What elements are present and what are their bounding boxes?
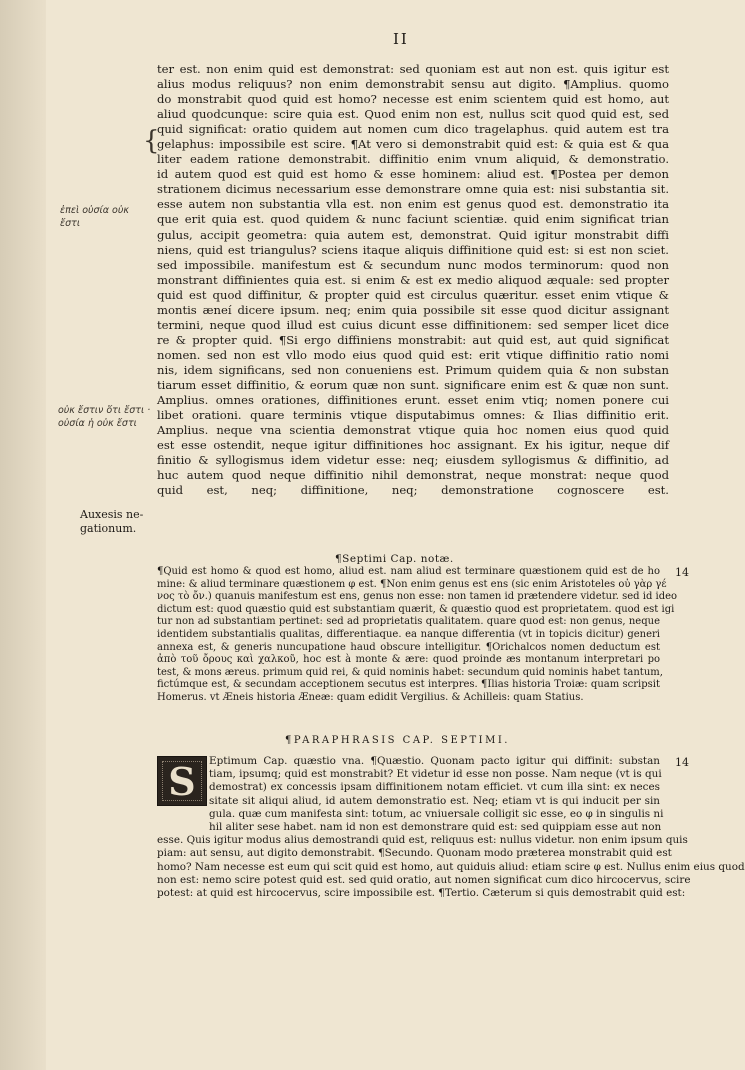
margin-bracket-mark: { [143, 126, 160, 156]
main-text-block [157, 62, 669, 498]
text-line: identidem substantialis qualitas, differentiaque. ea nanque differentia (vt in topicis dicitur) generi [157, 628, 660, 640]
text-line: niens, quid est triangulus? sciens itaque aliquis diffinitione quid est: si est non sciet. [157, 242, 669, 257]
text-line: huc autem quod neque diffinitio nihil demonstrat, neque monstrat: neque quod [157, 468, 669, 483]
text-line: id autem quod est quid est homo & esse hominem: aliud est. ¶Postea per demon [157, 167, 669, 182]
notes-text-block [157, 566, 678, 705]
text-line: ἀπὸ τοῦ ὄρους καὶ χαλκοῦ, hoc est à monte & ære: quod proinde æs montanum interpretari po [157, 654, 660, 666]
text-line: homo? Nam necesse est eum qui scit quid est homo, aut quiduis aliud: etiam scire φ est. Nullus enim eius quod [157, 860, 745, 873]
margin-note-negationum: gationum. [80, 522, 137, 535]
text-line: alius modus reliquus? non enim demonstrabit sensu aut digito. ¶Amplius. quomo [157, 77, 669, 92]
text-line: Homerus. vt Æneis historia Æneæ: quam edidit Vergilius. & Achilleis: quam Statius. [157, 691, 584, 703]
text-line: fictúmque est, & secundam acceptionem secutus est interpres. ¶Ilias historia Troiæ: quam scripsit [157, 679, 660, 691]
text-line: sitate sit aliqui aliud, id autem demonstratio est. Neq; etiam vt is qui inducit per sin [209, 794, 660, 807]
text-line: que erit quia est. quod quidem & nunc faciunt scientiæ. quid enim significat trian [157, 212, 669, 227]
text-line: annexa est, & generis nuncupatione haud obscure intelligitur. ¶Orichalcos nomen deductum est [157, 641, 660, 653]
text-line: νος τὸ ὄν.) quanuis manifestum est ens, genus non esse: non tamen id prætendere videtur. sed id ideo [157, 591, 678, 603]
text-line: tiarum esset diffinitio, & eorum quæ non sunt. significare enim est & quæ non sunt. [157, 377, 669, 392]
text-line: quid est quod diffinitur, & propter quid est circulus quæritur. esset enim vtique & [157, 287, 669, 302]
text-line: quid est, neq; diffinitione, neq; demonstratione cognoscere est. [157, 483, 669, 498]
text-line: Amplius. neque vna scientia demonstrat vtique quia hoc nomen eius quod quid [157, 423, 669, 438]
notes-title: ¶Septimi Cap. notæ. [335, 553, 454, 565]
text-line: strationem dicimus necessarium esse demonstrare omne quia est: nisi substantia sit. [157, 182, 669, 197]
text-line: hil aliter sese habet. nam id non est demonstrare quid est: sed quippiam esse aut non [209, 821, 662, 834]
handwritten-note-1: ἐπεὶ οὐσία οὐκ ἔστι [60, 205, 129, 229]
text-line: test, & mons æreus. primum quid rei, & quid nominis habet: secundum quid nominis habet tantum, [157, 666, 663, 678]
text-line: gula. quæ cum manifesta sint: totum, ac vniuersale colligit sic esse, eo φ in singulis ni [209, 807, 664, 820]
text-line: gulus, accipit geometra: quia autem est, demonstrat. Quid igitur monstrabit diffi [157, 227, 669, 242]
facing-page-edge [0, 0, 46, 1070]
text-line: esse autem non substantia vlla est. non enim est genus quod est. demonstratio ita [157, 197, 669, 212]
text-line: esse. Quis igitur modus alius demostrandi quid est, reliquus est: nullus videtur. non enim ipsum quis [157, 834, 688, 847]
text-line: demostrat) ex concessis ipsam diffinitionem notam efficiet. vt cum illa sint: ex neces [209, 781, 660, 794]
text-line: nis, idem significans, sed non conueniens est. Primum quidem quia & non substan [157, 362, 669, 377]
initial-letter: S [168, 759, 196, 804]
text-line: nomen. sed non est vllo modo eius quod quid est: erit vtique diffinitio ratio nomi [157, 347, 669, 362]
text-line: do monstrabit quod quid est homo? necesse est enim scientem quid est homo, aut [157, 92, 669, 107]
text-line: ¶Quid est homo & quod est homo, aliud est. nam aliud est terminare quæstionem quid est de ho [157, 566, 660, 577]
text-line: dictum est: quod quæstio quid est substantiam quærit, & quæstio quod est proprietatem. quod est igi [157, 603, 675, 615]
text-line: potest: at quid est hircocervus, scire impossibile est. ¶Tertio. Cæterum si quis demostrabit quid est: [157, 887, 686, 900]
text-line: sed impossibile. manifestum est & secundum nunc modos terminorum: quod non [157, 257, 669, 272]
text-line: finitio & syllogismus idem videtur esse: neq; eiusdem syllogismus & diffinitio, ad [157, 453, 669, 468]
folio-number: II [393, 30, 409, 48]
handwritten-note-2: οὐκ ἔστιν ὅτι ἔστι · οὐσία ἡ οὐκ ἔστι [58, 405, 151, 429]
text-line: re & propter quid. ¶Si ergo diffiniens monstrabit: aut quid est, aut quid significat [157, 332, 669, 347]
text-line: gelaphus: impossibile est scire. ¶At vero si demonstrabit quid est: & quia est & qua [157, 137, 669, 152]
text-line: aliud quodcunque: scire quia est. Quod enim non est, nullus scit quod quid est, sed [157, 107, 669, 122]
text-line: Amplius. omnes orationes, diffinitiones erunt. esset enim vtiq; nomen ponere cui [157, 393, 669, 408]
text-line: tur non ad substantiam pertinet: sed ad proprietatis qualitatem. quare quod est: non genus, neque [157, 616, 660, 628]
text-line: liter eadem ratione demonstrabit. diffinitio enim vnum aliquid, & demonstratio. [157, 152, 669, 167]
paraphrase-title: ¶PARAPHRASIS CAP. SEPTIMI. [285, 735, 510, 746]
text-line: mine: & aliud terminare quæstionem φ est. ¶Non enim genus est ens (sic enim Aristoteles οὐ γὰρ γέ [157, 578, 667, 590]
text-line: quid significat: oratio quidem aut nomen cum dico tragelaphus. quid autem est tra [157, 122, 669, 137]
text-line: libet orationi. quare terminis vtique disputabimus omnes: & Ilias diffinitio erit. [157, 408, 669, 423]
text-line: non est: nemo scire potest quid est. sed quid oratio, aut nomen significat cum dico hircocervus, scire [157, 873, 691, 886]
text-line: ter est. non enim quid est demonstrat: sed quoniam est aut non est. quis igitur est [157, 62, 669, 76]
text-line: est esse ostendit, neque igitur diffinitiones hoc assignant. Ex his igitur, neque dif [157, 438, 669, 453]
text-line: Eptimum Cap. quæstio vna. ¶Quæstio. Quonam pacto igitur qui diffinit: substan [209, 755, 660, 767]
margin-number-paraphrase: 14 [675, 756, 689, 769]
margin-number-notes: 14 [675, 566, 689, 579]
text-line: piam: aut sensu, aut digito demonstrabit. ¶Secundo. Quonam modo præterea monstrabit quid est [157, 847, 672, 860]
text-line: tiam, ipsumq; quid est monstrabit? Et videtur id esse non posse. Nam neque (vt is qui [209, 768, 662, 781]
text-line: termini, neque quod illud est cuius dicunt esse diffinitionem: sed semper licet dice [157, 317, 669, 332]
text-line: monstrant diffinientes quia est. si enim & est ex medio aliquod æquale: sed propter [157, 272, 669, 287]
margin-note-auxesis: Auxesis ne- [80, 508, 144, 521]
text-line: montis æneí dicere ipsum. neq; enim quia possibile sit esse quod dicitur assignant [157, 302, 669, 317]
